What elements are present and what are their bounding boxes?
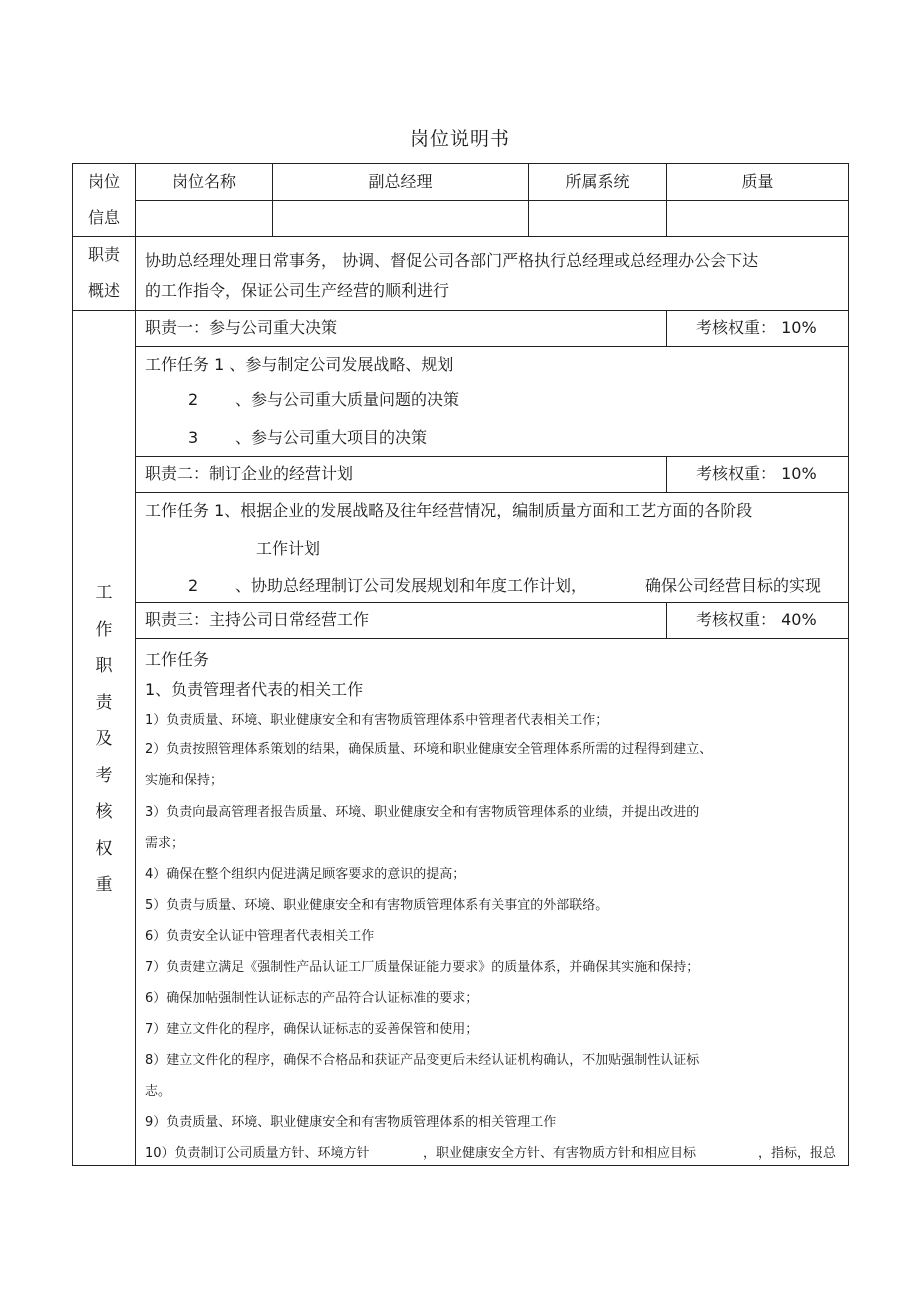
duty1-weight: 考核权重： 10% — [696, 318, 817, 337]
row-divider — [135, 456, 848, 457]
duty2-task2-text: 、协助总经理制订公司发展规划和年度工作计划， — [235, 576, 588, 595]
duty1-task2-number: 2 — [188, 390, 199, 409]
row-divider — [135, 638, 848, 639]
system-header: 所属系统 — [565, 172, 630, 191]
duty2-task1: 工作任务 1、根据企业的发展战略及往年经营情况，编制质量方面和工艺方面的各阶段 — [145, 501, 753, 520]
duty3-last-item-part1: 10）负责制订公司质量方针、环境方针 — [145, 1146, 370, 1161]
duty3-item: 3）负责向最高管理者报告质量、环境、职业健康安全和有害物质管理体系的业绩，并提出改进的 — [145, 805, 700, 820]
duty3-item: 8）建立文件化的程序，确保不合格品和获证产品变更后未经认证机构确认，不加贴强制性认证标 — [145, 1053, 700, 1068]
section-label-char: 作 — [95, 620, 113, 640]
summary-text-line2: 的工作指令，保证公司生产经营的顺利进行 — [145, 281, 450, 300]
row-divider — [135, 602, 848, 603]
duty3-item: 志。 — [145, 1084, 172, 1099]
duty3-item: 9）负责质量、环境、职业健康安全和有害物质管理体系的相关管理工作 — [145, 1115, 557, 1130]
duty1-task1: 工作任务 1 、参与制定公司发展战略、规划 — [145, 355, 454, 374]
duty3-item: 需求； — [145, 836, 185, 851]
duty3-item: 6）负责安全认证中管理者代表相关工作 — [145, 929, 375, 944]
info-label-line2: 信息 — [87, 208, 120, 227]
section-label-char: 及 — [95, 729, 113, 749]
duty3-item: 2）负责按照管理体系策划的结果，确保质量、环境和职业健康安全管理体系所需的过程得到建立、 — [145, 742, 713, 757]
info-label-line1: 岗位 — [87, 172, 120, 191]
section-label-char: 核 — [95, 802, 113, 822]
section-label-char: 重 — [95, 875, 113, 895]
duty3-item: 6）确保加帖强制性认证标志的产品符合认证标准的要求； — [145, 991, 479, 1006]
duty2-task1-continued: 工作计划 — [256, 539, 321, 558]
duty1-task3-number: 3 — [188, 428, 199, 447]
duty1-task2-text: 、参与公司重大质量问题的决策 — [235, 390, 460, 409]
summary-text-line1: 协助总经理处理日常事务， 协调、督促公司各部门严格执行总经理或总经理办公会下达 — [145, 251, 759, 270]
duty3-subsection-title: 1、负责管理者代表的相关工作 — [145, 680, 364, 699]
row-divider — [73, 236, 848, 237]
duty3-item: 7）建立文件化的程序，确保认证标志的妥善保管和使用； — [145, 1022, 479, 1037]
duty2-task2-number: 2 — [188, 576, 199, 595]
document-title: 岗位说明书 — [409, 128, 510, 150]
position-name-value: 副总经理 — [368, 172, 433, 191]
duty2-task2-text-b: 确保公司经营目标的实现 — [645, 576, 822, 595]
duty3-weight: 考核权重： 40% — [696, 610, 817, 629]
duty1-title: 职责一：参与公司重大决策 — [145, 318, 338, 337]
row-divider — [135, 200, 848, 201]
duty3-item: 实施和保持； — [145, 773, 224, 788]
duty3-last-item-part3: ，指标，报总 — [758, 1146, 837, 1161]
duty3-title: 职责三：主持公司日常经营工作 — [145, 610, 370, 629]
row-divider — [135, 346, 848, 347]
duty3-item: 1）负责质量、环境、职业健康安全和有害物质管理体系中管理者代表相关工作； — [145, 713, 609, 728]
duty3-last-item-part2: ，职业健康安全方针、有害物质方针和相应目标 — [423, 1146, 697, 1161]
row-divider — [135, 492, 848, 493]
column-divider — [666, 456, 667, 492]
position-name-header: 岗位名称 — [171, 172, 236, 191]
section-label-char: 职 — [95, 656, 113, 676]
duty2-weight: 考核权重： 10% — [696, 464, 817, 483]
column-divider — [666, 310, 667, 346]
column-divider — [135, 164, 136, 1165]
system-value: 质量 — [741, 172, 774, 191]
section-label-char: 工 — [95, 583, 113, 603]
duty3-item: 7）负责建立满足《强制性产品认证工厂质量保证能力要求》的质量体系，并确保其实施和保持； — [145, 960, 700, 975]
duty3-item: 5）负责与质量、环境、职业健康安全和有害物质管理体系有关事宜的外部联络。 — [145, 898, 609, 913]
duty2-title: 职责二：制订企业的经营计划 — [145, 464, 354, 483]
duty3-item: 4）确保在整个组织内促进满足顾客要求的意识的提高； — [145, 867, 466, 882]
summary-label-line2: 概述 — [87, 281, 120, 300]
section-label-char: 责 — [95, 693, 113, 713]
row-divider — [73, 310, 848, 311]
duty1-task3-text: 、参与公司重大项目的决策 — [235, 428, 428, 447]
duty3-tasks-header: 工作任务 — [145, 650, 210, 669]
section-label-char: 考 — [95, 766, 113, 786]
column-divider — [666, 602, 667, 638]
section-label-char: 权 — [95, 839, 113, 859]
summary-label-line1: 职责 — [87, 245, 120, 264]
